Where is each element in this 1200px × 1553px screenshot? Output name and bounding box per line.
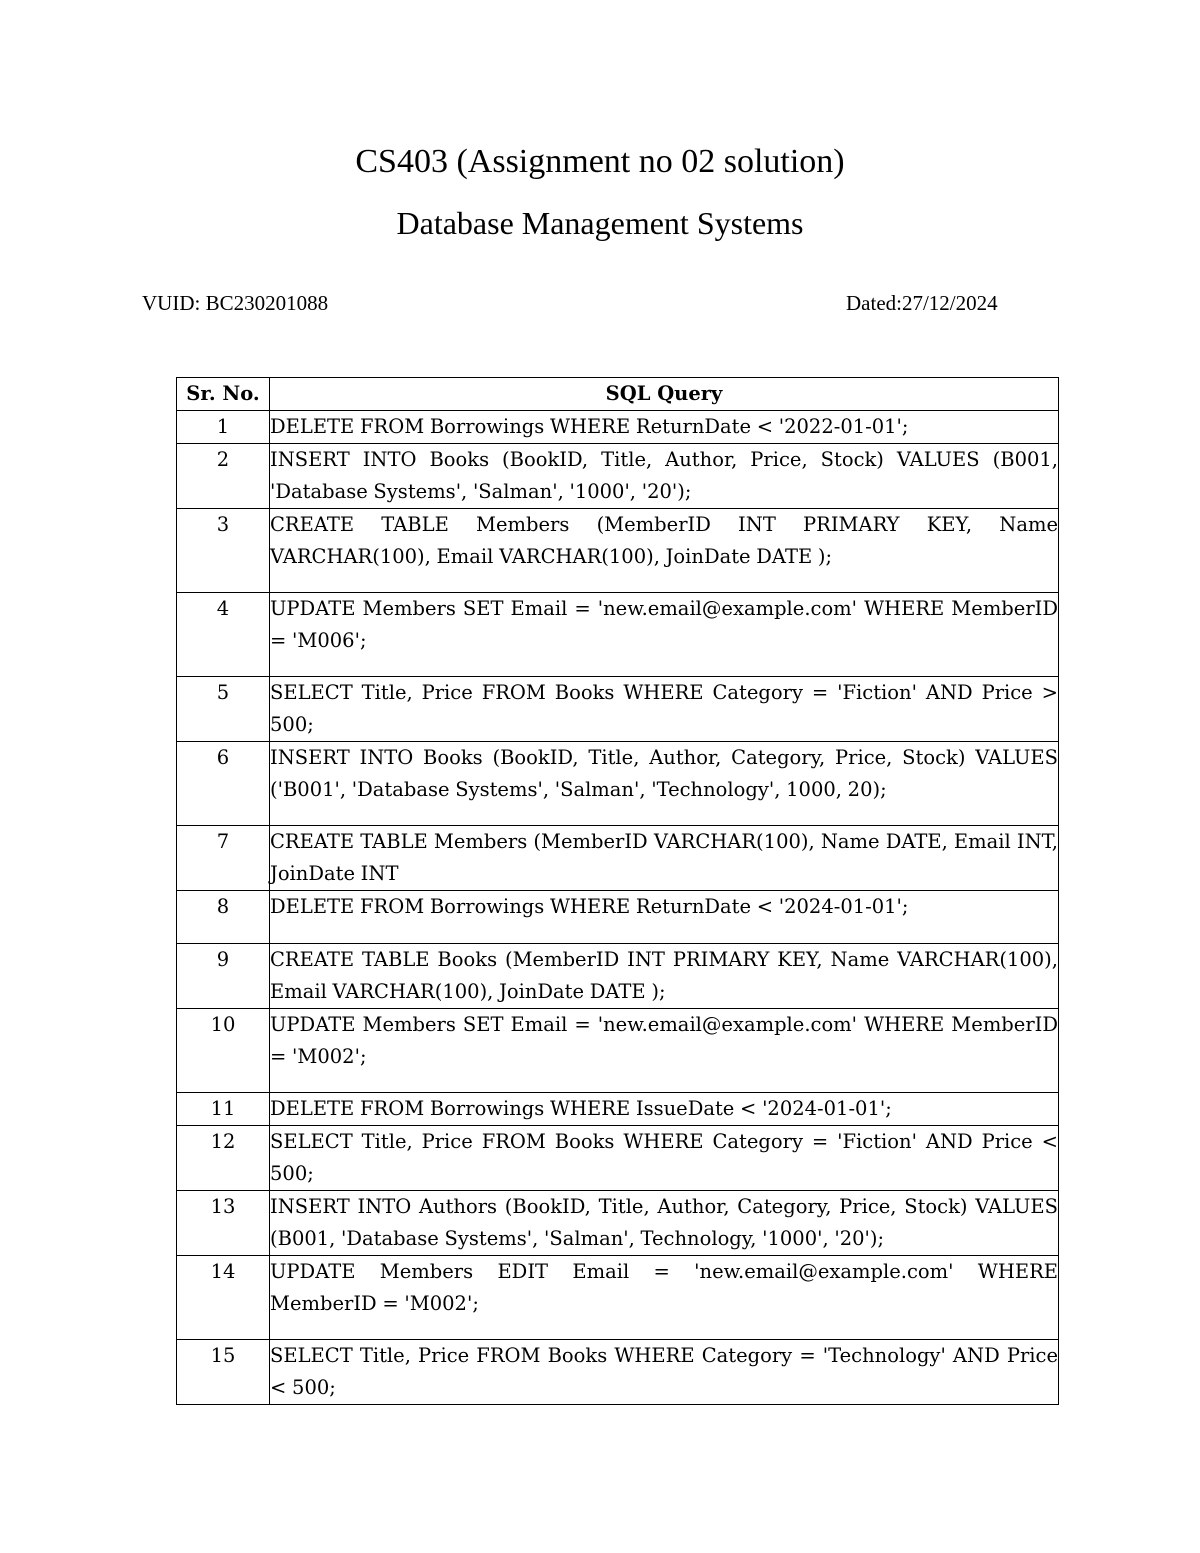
sql-query-cell: INSERT INTO Books (BookID, Title, Author, Price, Stock) VALUES (B001, 'Database Systems', 'Salman', '1000', '20'); — [270, 444, 1059, 509]
sql-query-cell: INSERT INTO Authors (BookID, Title, Author, Category, Price, Stock) VALUES (B001, 'Database Systems', 'Salman', Technology, '1000', '20'); — [270, 1191, 1059, 1256]
table-row — [177, 1256, 1059, 1340]
table-row — [177, 1093, 1059, 1126]
row-number: 6 — [177, 742, 270, 826]
table-row — [177, 411, 1059, 444]
row-number: 5 — [177, 677, 270, 742]
table-row — [177, 826, 1059, 891]
table-row — [177, 1191, 1059, 1256]
table-header-row — [177, 378, 1059, 411]
sql-query-cell: INSERT INTO Books (BookID, Title, Author, Category, Price, Stock) VALUES ('B001', 'Database Systems', 'Salman', 'Technology', 1000, 20); — [270, 742, 1059, 826]
date-label: Dated:27/12/2024 — [846, 291, 998, 315]
sql-query-cell: CREATE TABLE Books (MemberID INT PRIMARY KEY, Name VARCHAR(100), Email VARCHAR(100), JoinDate DATE ); — [270, 944, 1059, 1009]
row-number: 12 — [177, 1126, 270, 1191]
sql-query-cell: SELECT Title, Price FROM Books WHERE Category = 'Technology' AND Price < 500; — [270, 1340, 1059, 1405]
column-header-sql-query: SQL Query — [270, 378, 1059, 411]
table-row — [177, 891, 1059, 944]
sql-query-cell: UPDATE Members EDIT Email = 'new.email@example.com' WHERE MemberID = 'M002'; — [270, 1256, 1059, 1340]
column-header-sr-no: Sr. No. — [177, 378, 270, 411]
row-number: 10 — [177, 1009, 270, 1093]
sql-query-cell: UPDATE Members SET Email = 'new.email@example.com' WHERE MemberID = 'M002'; — [270, 1009, 1059, 1093]
vuid-label: VUID: BC230201088 — [142, 291, 329, 315]
sql-query-cell: CREATE TABLE Members (MemberID VARCHAR(100), Name DATE, Email INT, JoinDate INT — [270, 826, 1059, 891]
table-row — [177, 1126, 1059, 1191]
row-number: 15 — [177, 1340, 270, 1405]
table-row — [177, 593, 1059, 677]
table-row — [177, 1340, 1059, 1405]
document-title: CS403 (Assignment no 02 solution) — [355, 143, 845, 180]
row-number: 9 — [177, 944, 270, 1009]
row-number: 8 — [177, 891, 270, 944]
table-row — [177, 444, 1059, 509]
sql-query-cell: SELECT Title, Price FROM Books WHERE Category = 'Fiction' AND Price < 500; — [270, 1126, 1059, 1191]
sql-query-cell: DELETE FROM Borrowings WHERE ReturnDate < '2024-01-01'; — [270, 891, 1059, 944]
sql-query-cell: DELETE FROM Borrowings WHERE IssueDate < '2024-01-01'; — [270, 1093, 1059, 1126]
document-subtitle: Database Management Systems — [396, 205, 804, 241]
sql-query-cell: DELETE FROM Borrowings WHERE ReturnDate < '2022-01-01'; — [270, 411, 1059, 444]
sql-query-cell: CREATE TABLE Members (MemberID INT PRIMARY KEY, Name VARCHAR(100), Email VARCHAR(100), JoinDate DATE ); — [270, 509, 1059, 593]
sql-query-table — [176, 377, 1059, 1405]
table-row — [177, 677, 1059, 742]
row-number: 14 — [177, 1256, 270, 1340]
row-number: 4 — [177, 593, 270, 677]
table-row — [177, 742, 1059, 826]
row-number: 13 — [177, 1191, 270, 1256]
row-number: 1 — [177, 411, 270, 444]
table-row — [177, 509, 1059, 593]
table-row — [177, 1009, 1059, 1093]
row-number: 11 — [177, 1093, 270, 1126]
row-number: 2 — [177, 444, 270, 509]
sql-query-cell: UPDATE Members SET Email = 'new.email@example.com' WHERE MemberID = 'M006'; — [270, 593, 1059, 677]
row-number: 3 — [177, 509, 270, 593]
sql-query-cell: SELECT Title, Price FROM Books WHERE Category = 'Fiction' AND Price > 500; — [270, 677, 1059, 742]
table-row — [177, 944, 1059, 1009]
row-number: 7 — [177, 826, 270, 891]
